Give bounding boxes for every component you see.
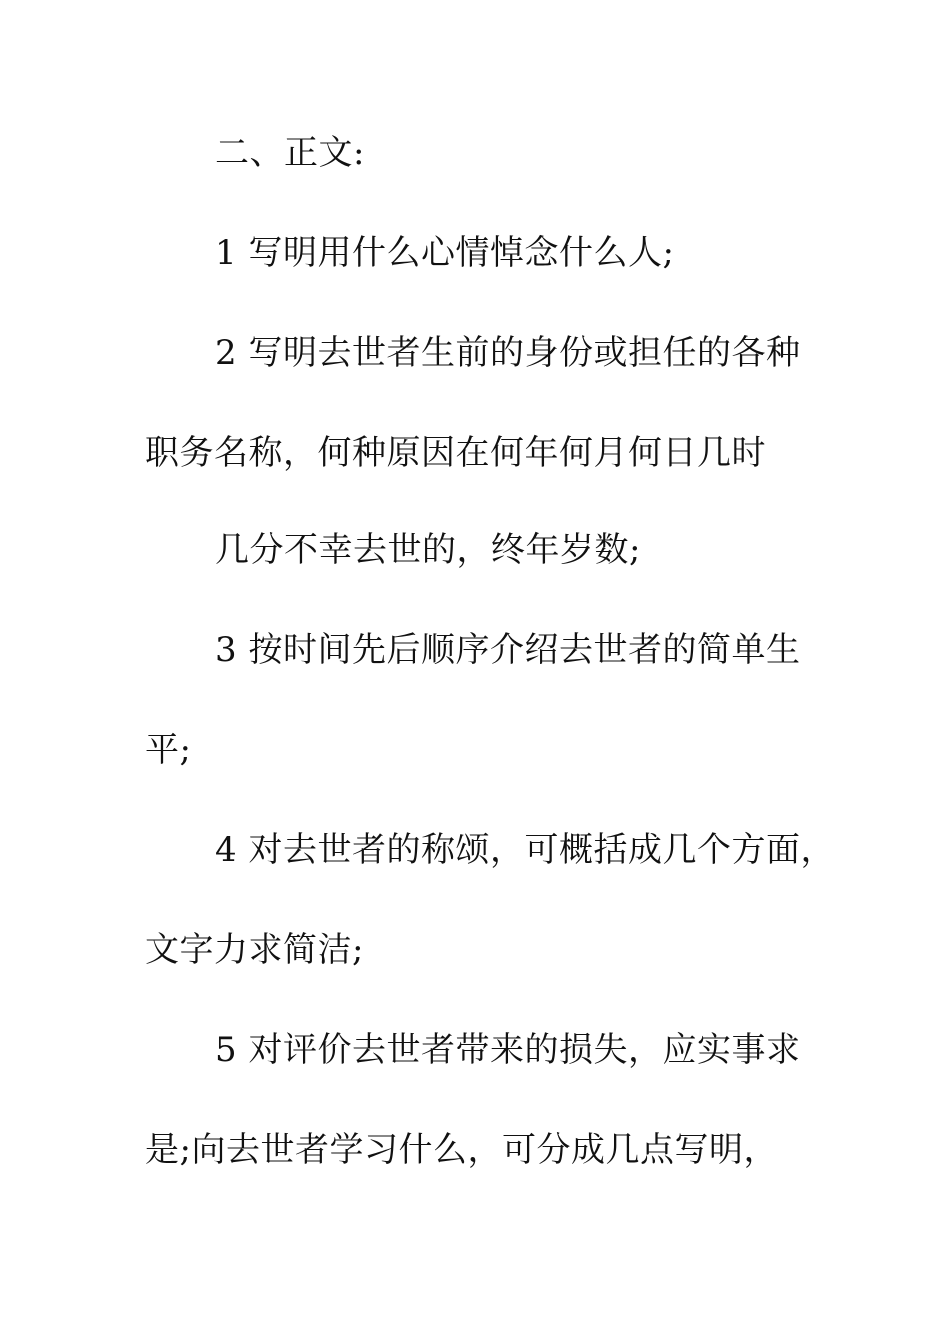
paragraph-line: 1 写明用什么心情悼念什么人; — [215, 233, 675, 273]
paragraph-line: 职务名称，何种原因在何年何月何日几时 — [145, 433, 766, 473]
paragraph-line: 4 对去世者的称颂，可概括成几个方面， — [215, 830, 835, 870]
paragraph-line: 3 按时间先后顺序介绍去世者的简单生 — [215, 630, 801, 670]
paragraph-line: 2 写明去世者生前的身份或担任的各种 — [215, 333, 801, 373]
paragraph-line: 文字力求简洁; — [145, 930, 364, 970]
paragraph-line: 5 对评价去世者带来的损失，应实事求 — [215, 1030, 801, 1070]
section-heading: 二、正文: — [215, 133, 365, 173]
paragraph-line: 几分不幸去世的，终年岁数; — [215, 530, 641, 570]
paragraph-line: 平; — [145, 730, 192, 770]
paragraph-line: 是;向去世者学习什么，可分成几点写明， — [145, 1130, 778, 1170]
